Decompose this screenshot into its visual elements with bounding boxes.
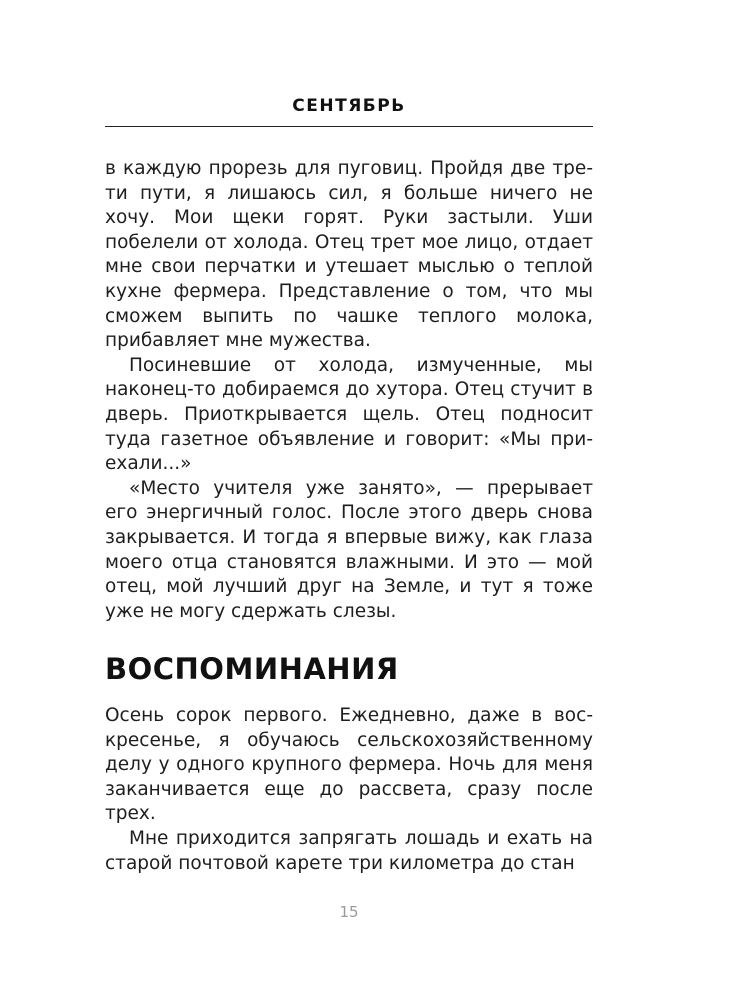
header-rule [105, 126, 593, 127]
paragraph: Мне приходится запрягать лошадь и ехать на старой почтовой карете три километра до стан [105, 827, 593, 874]
page-number: 15 [339, 903, 359, 921]
paragraph: Посиневшие от холода, измученные, мы наконец-то добираемся до хутора. Отец стучит в дверь. Приоткрывается щель. Отец подносит туда газетное объявление и говорит: «Мы приехали...» [105, 354, 593, 475]
paragraph: «Место учителя уже занято», — прерывает его энергичный голос. После этого дверь снова закрывается. И тогда я впервые вижу, как глаза моего отца становятся влажными. И это — мой отец, мой лучший друг на Земле, и тут я тоже уже не могу сдержать слезы. [105, 477, 593, 622]
section-one-text [105, 157, 593, 624]
paragraph: в каждую прорезь для пуговиц. Пройдя две трети пути, я лишаюсь сил, я больше ничего не хочу. Мои щеки горят. Руки застыли. Уши побелели от холода. Отец трет мое лицо, отдает мне свои перчатки и утешает мыслью о теплой кухне фермера. Представление о том, что мы сможем выпить по чашке теплого молока, прибавляет мне мужества. [105, 158, 593, 352]
section-two-text [105, 704, 593, 876]
running-head-title: СЕНТЯБРЬ [292, 96, 406, 116]
paragraph: Осень сорок первого. Ежедневно, даже в воскресенье, я обучаюсь сельскохозяйственному делу у одного крупного фермера. Ночь для меня заканчивается еще до рассвета, сразу после трех. [105, 705, 593, 825]
section-heading: ВОСПОМИНАНИЯ [105, 652, 399, 686]
